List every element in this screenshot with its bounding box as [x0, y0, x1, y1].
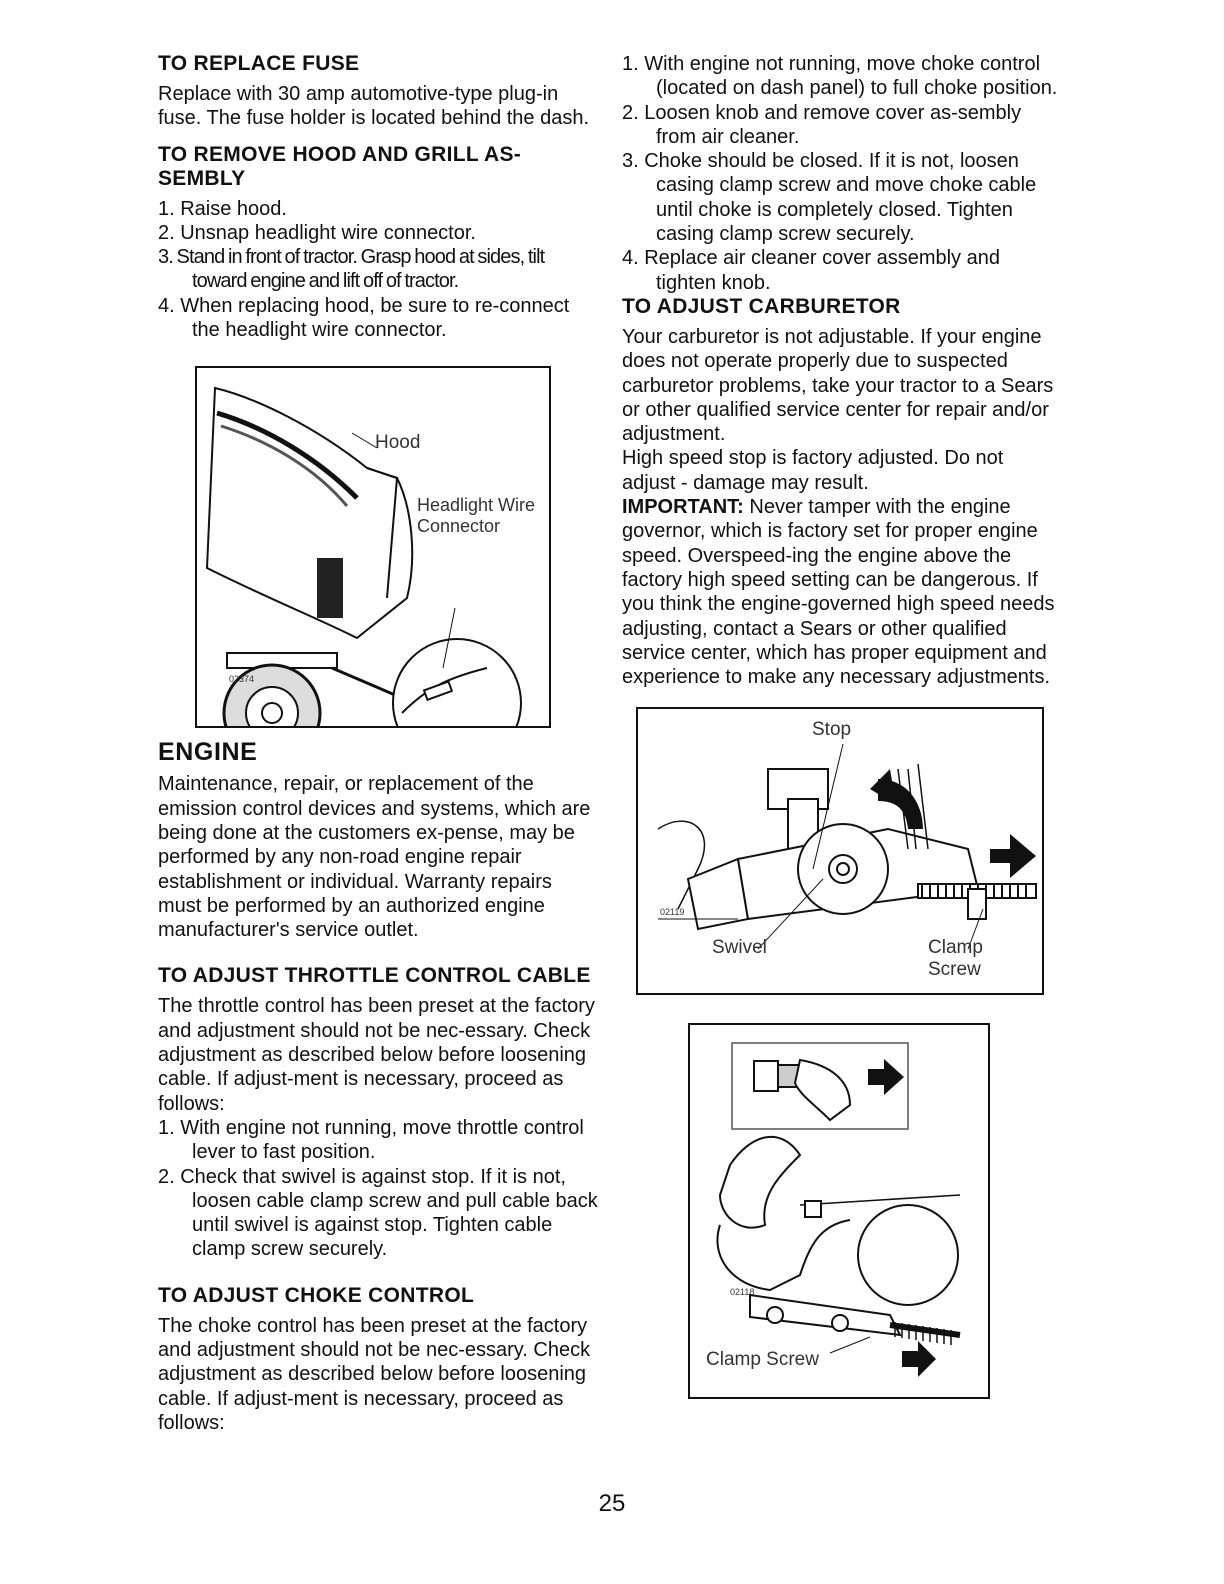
throttle-text: The throttle control has been preset at the factory and adjustment should not be nec-essary. Check adjustment as described below before loosening cable. If adjust-ment is necessary, proceed as follows: — [158, 995, 595, 1115]
throttle-figure — [636, 707, 1044, 995]
important-label: IMPORTANT: — [622, 496, 744, 519]
hood-label: Hood — [375, 432, 421, 454]
hood-figure — [195, 366, 551, 728]
list-item: 1. Raise hood. — [158, 197, 287, 220]
important-body: Never tamper with the engine governor, which is factory set for proper engine speed. Overspeed-ing the engine above the factory high speed setting can be dangerous. If you think the engine-governed high speed needs adjusting, contact a Sears or other qualified service center, which has proper equipment and experience to make any necessary adjustments. — [622, 496, 1055, 689]
fuse-heading: TO REPLACE FUSE — [158, 52, 360, 75]
choke-heading: TO ADJUST CHOKE CONTROL — [158, 1283, 475, 1307]
high-speed-text: High speed stop is factory adjusted. Do not adjust - damage may result. — [622, 447, 1004, 494]
list-item: 1. With engine not running, move choke control (located on dash panel) to full choke position. — [622, 53, 1058, 100]
connector-label: Connector — [417, 516, 501, 537]
carburetor-text: Your carburetor is not adjustable. If your engine does not operate properly due to suspected carburetor problems, take your tractor to a Sears or other qualified service center for repair and/or adjustment. — [622, 325, 1054, 446]
clamp-label: Clamp — [928, 937, 983, 959]
list-item: 2. Check that swivel is against stop. If it is not, loosen cable clamp screw and pull cable back until swivel is against stop. Tighten cable clamp screw securely. — [158, 1165, 598, 1261]
list-item: 2. Loosen knob and remove cover as-sembly from air cleaner. — [622, 101, 1022, 148]
list-item: 3. Stand in front of tractor. Grasp hood at sides, tilt toward engine and lift off of tractor. — [158, 246, 545, 293]
hood-heading: TO REMOVE HOOD AND GRILL AS-SEMBLY — [158, 142, 522, 190]
headlight-wire-label: Headlight Wire — [417, 495, 536, 516]
screw-label: Screw — [928, 959, 981, 981]
figure-code: 02118 — [730, 1287, 755, 1298]
clamp-screw-label: Clamp Screw — [706, 1349, 819, 1371]
engine-text: Maintenance, repair, or replacement of the emission control devices and systems, which are being done at the customers ex-pense, may be performed by any non-road engine repair establishment or individual. Warranty repairs must be performed by an authorized engine manufacturer's service outlet. — [158, 773, 591, 942]
choke-illustration — [690, 1025, 988, 1397]
left-column — [158, 52, 598, 1435]
hood-steps — [158, 197, 598, 343]
throttle-heading: TO ADJUST THROTTLE CONTROL CABLE — [158, 964, 591, 988]
figure-code: 02119 — [660, 907, 685, 918]
list-item: 4. Replace air cleaner cover assembly and tighten knob. — [622, 247, 1000, 294]
choke-steps — [622, 52, 1062, 295]
swivel-label: Swivel — [712, 937, 767, 959]
important-text — [622, 495, 1062, 689]
right-column — [622, 52, 1062, 1399]
throttle-steps — [158, 1116, 598, 1262]
list-item: 2. Unsnap headlight wire connector. — [158, 221, 476, 244]
page-number: 25 — [598, 1490, 626, 1517]
stop-label: Stop — [812, 719, 852, 741]
engine-heading: ENGINE — [158, 738, 258, 767]
fuse-text: Replace with 30 amp automotive-type plug-in fuse. The fuse holder is located behind the dash. — [158, 83, 590, 130]
choke-text: The choke control has been preset at the factory and adjustment should not be nec-essary. Check adjustment as described below before loosening cable. If adjust-ment is necessary, proceed as follows: — [158, 1314, 591, 1434]
choke-figure — [688, 1023, 990, 1399]
list-item: 3. Choke should be closed. If it is not, loosen casing clamp screw and move choke cable until choke is completely closed. Tighten casing clamp screw securely. — [622, 150, 1037, 246]
list-item: 1. With engine not running, move throttle control lever to fast position. — [158, 1116, 584, 1164]
figure-code: 02374 — [229, 674, 255, 685]
carburetor-heading: TO ADJUST CARBURETOR — [622, 294, 901, 318]
list-item: 4. When replacing hood, be sure to re-connect the headlight wire connector. — [158, 294, 570, 342]
